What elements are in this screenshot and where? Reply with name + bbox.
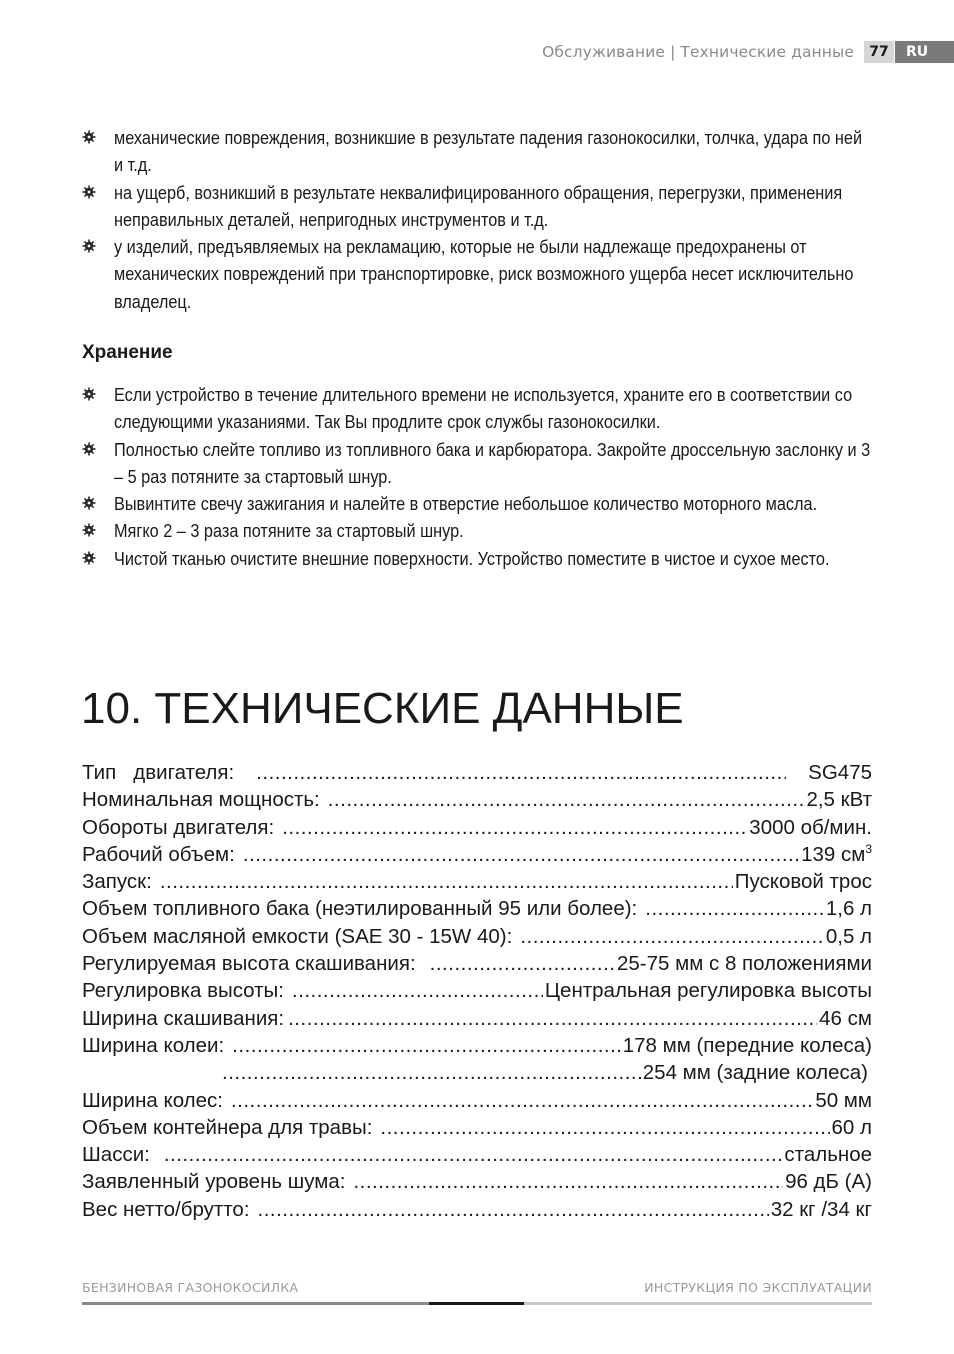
list-item [82,179,882,234]
spec-value: Центральная регулировка высоты [544,979,872,1003]
spec-label: Ширина скашивания: [82,1006,285,1030]
spec-row [82,786,872,813]
leader-dots [282,814,747,841]
spec-row [82,923,872,950]
leader-dots [160,868,733,895]
footer-rule-accent [429,1302,524,1305]
spec-label: Объем масляной емкости (SAE 30 - 15W 40): [82,924,513,948]
spec-row [82,1196,872,1223]
spec-row [82,868,872,895]
list-item-text: у изделий, предъявляемых на рекламацию, которые не были надлежаще предохранены от механических повреждений при транспортировке, риск возможного ущерба несет исключительно владелец. [114,236,854,312]
spec-row [82,950,872,977]
leader-dots [232,1032,621,1059]
spec-label: Рабочий объем: [82,842,235,866]
list-item-text: Чистой тканью очистите внешние поверхности. Устройство поместите в чистое и сухое место. [114,547,830,569]
leader-dots [430,950,615,977]
spec-value: SG475 [808,761,872,784]
spec-row [82,814,872,841]
spec-value: 60 л [831,1115,872,1139]
leader-dots [288,1005,817,1032]
leader-dots [645,895,824,922]
gear-bullet-icon [82,130,96,144]
leader-dots [258,1196,769,1223]
leader-dots [520,923,824,950]
spec-row [82,1005,872,1032]
spec-row [82,977,872,1004]
spec-value: 2,5 кВт [806,788,872,812]
spec-label: Ширина колес: [82,1088,223,1112]
spec-label: Регулировка высоты: [82,979,284,1003]
leader-dots [380,1114,829,1141]
spec-value: 32 кг /34 кг [770,1197,872,1221]
gear-bullet-icon [82,185,96,199]
spec-row [82,759,872,786]
spec-value-text: 139 см [801,842,866,866]
spec-value: 96 дБ (А) [785,1170,872,1194]
gear-bullet-icon [82,496,96,510]
leader-dots [353,1168,783,1195]
spec-value: 254 мм (задние колеса) [642,1061,868,1085]
spec-row [82,1059,872,1086]
spec-value: 1,6 л [825,897,872,921]
spec-row [82,1032,872,1059]
storage-title: Хранение [82,342,173,363]
leader-dots [292,977,543,1004]
leader-dots [231,1087,813,1114]
list-item-text: Вывинтите свечу зажигания и налейте в отверстие небольшое количество моторного масла. [114,493,818,515]
chapter-heading: 10. ТЕХНИЧЕСКИЕ ДАННЫЕ [81,684,684,733]
spec-label: Запуск: [82,870,152,894]
spec-label: Тип двигателя: [82,761,235,784]
spec-row [82,1114,872,1141]
language-tab: RU [895,41,954,63]
spec-value: Пусковой трос [734,870,872,894]
spec-value: 3000 об/мин. [749,815,872,839]
spec-label: Обороты двигателя: [82,815,275,839]
list-item [82,381,882,436]
superscript: 3 [865,841,872,856]
spec-label: Регулируемая высота скашивания: [82,952,416,976]
footer-rule-light [524,1302,872,1305]
spec-label: Шасси: [82,1143,150,1167]
leader-dots [243,841,799,868]
spec-row [82,895,872,922]
spec-value: 50 мм [815,1088,872,1112]
page-number: 77 [864,41,894,63]
gear-bullet-icon [82,442,96,456]
spec-value [801,841,872,868]
spec-row [82,1141,872,1168]
list-item [82,436,882,491]
leader-dots [222,1059,641,1086]
spec-value: 25-75 мм с 8 положениями [617,952,872,976]
list-item-text: Мягко 2 – 3 раза потяните за стартовый шнур. [114,520,464,542]
list-item-text: Если устройство в течение длительного времени не используется, храните его в соответствии со следующими указаниями. Так Вы продлите срок службы газонокосилки. [114,384,853,433]
leader-dots [164,1141,783,1168]
spec-label: Ширина колеи: [82,1033,225,1057]
warranty-exclusions-list [82,124,882,315]
list-item-text: на ущерб, возникший в результате неквалифицированного обращения, перегрузки, применения неправильных деталей, непригодных инструментов и т.д. [114,181,843,230]
list-item [82,490,882,517]
spec-label: Номинальная мощность: [82,788,320,812]
spec-row [82,1168,872,1195]
list-item [82,545,882,572]
list-item [82,233,882,315]
spec-row [82,1087,872,1114]
gear-bullet-icon [82,523,96,537]
spec-label: Объем контейнера для травы: [82,1115,373,1139]
spec-label: Вес нетто/брутто: [82,1197,250,1221]
spec-label: Объем топливного бака (неэтилированный 95 или более): [82,897,638,921]
spec-value: 46 см [819,1006,872,1030]
gear-bullet-icon [82,387,96,401]
list-item-text: Полностью слейте топливо из топливного бака и карбюратора. Закройте дроссельную заслонку и 3 – 5 раз потяните за стартовый шнур. [114,438,871,487]
spec-row [82,841,872,868]
footer-product-name: БЕНЗИНОВАЯ ГАЗОНОКОСИЛКА [82,1280,299,1295]
list-item-text: механические повреждения, возникшие в результате падения газонокосилки, толчка, удара по ней и т.д. [114,127,863,176]
gear-bullet-icon [82,239,96,253]
list-item [82,124,882,179]
spec-list [82,759,872,1223]
spec-label: Заявленный уровень шума: [82,1170,346,1194]
running-header: Обслуживание | Технические данные [542,43,854,61]
storage-list [82,381,882,572]
leader-dots [256,759,786,786]
spec-value: 0,5 л [825,924,872,948]
footer-document-type: ИНСТРУКЦИЯ ПО ЭКСПЛУАТАЦИИ [644,1280,872,1295]
spec-value: 178 мм (передние колеса) [622,1033,872,1057]
gear-bullet-icon [82,551,96,565]
spec-value: стальное [784,1143,872,1167]
leader-dots [328,786,805,813]
list-item [82,517,882,544]
